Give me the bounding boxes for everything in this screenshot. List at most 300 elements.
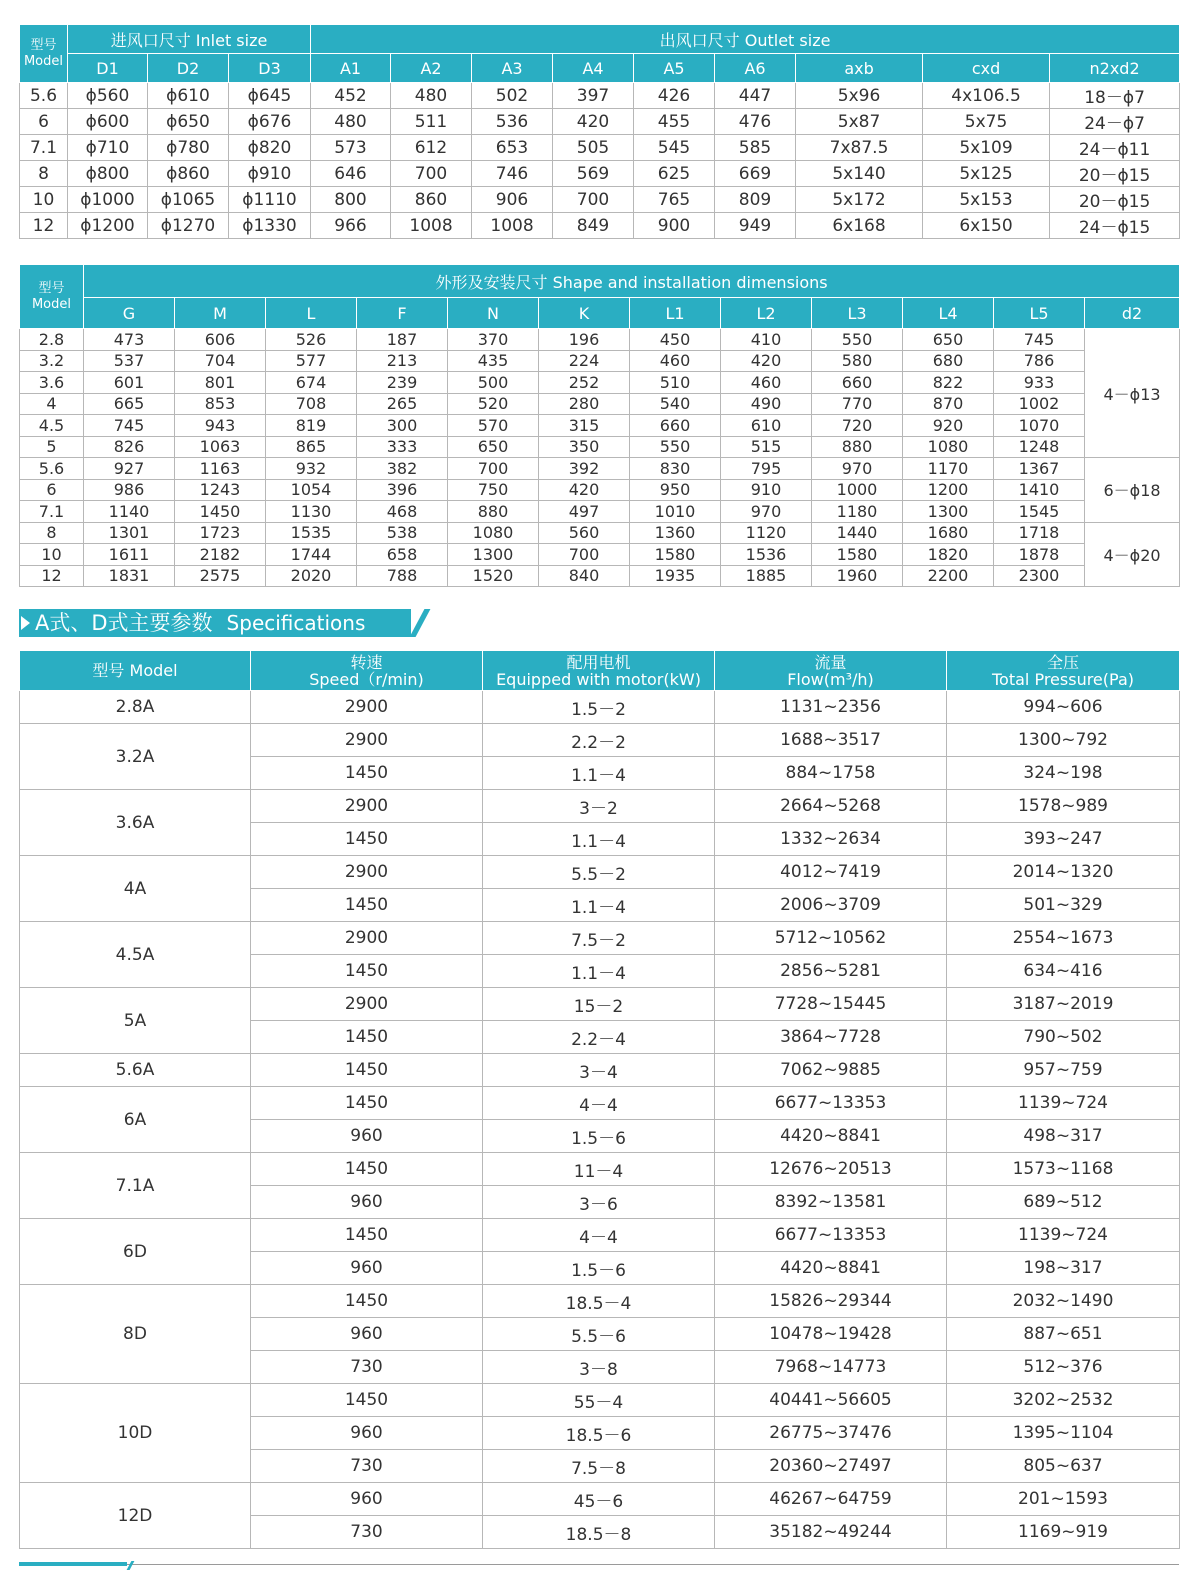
table-cell: 606 bbox=[175, 329, 266, 351]
table-cell: 801 bbox=[175, 372, 266, 394]
table-cell: 382 bbox=[357, 458, 448, 480]
table-cell: 960 bbox=[251, 1186, 483, 1219]
table-cell: ϕ1000 bbox=[68, 187, 148, 213]
table-cell: 6677~13353 bbox=[715, 1087, 947, 1120]
table-cell: 55－4 bbox=[483, 1384, 715, 1417]
table-cell: 213 bbox=[357, 350, 448, 372]
table-cell: 1688~3517 bbox=[715, 724, 947, 757]
table-cell: 900 bbox=[634, 213, 715, 239]
table-cell: 5712~10562 bbox=[715, 922, 947, 955]
table-cell: 3864~7728 bbox=[715, 1021, 947, 1054]
table-cell: 24－ϕ15 bbox=[1050, 213, 1180, 239]
header-cn: 流量 bbox=[814, 652, 847, 672]
table-cell: ϕ1065 bbox=[148, 187, 229, 213]
outlet-size-header: 出风口尺寸 Outlet size bbox=[311, 25, 1180, 54]
table-cell: 1002 bbox=[994, 393, 1085, 415]
bottom-divider bbox=[19, 1564, 1179, 1565]
table-cell: 920 bbox=[903, 415, 994, 437]
table-cell: ϕ820 bbox=[229, 135, 311, 161]
table-cell: 653 bbox=[472, 135, 553, 161]
table-cell: 536 bbox=[472, 109, 553, 135]
table-cell: 1008 bbox=[391, 213, 472, 239]
table-cell: 1450 bbox=[251, 889, 483, 922]
table-cell: 5.5－2 bbox=[483, 856, 715, 889]
table-cell: 1450 bbox=[251, 1153, 483, 1186]
table-cell: 252 bbox=[539, 372, 630, 394]
model-cell: 3.6 bbox=[20, 372, 84, 394]
table-cell: 790~502 bbox=[947, 1021, 1180, 1054]
table-cell: 500 bbox=[448, 372, 539, 394]
table-cell: 1.5－6 bbox=[483, 1120, 715, 1153]
model-cell: 12 bbox=[20, 213, 68, 239]
table-cell: 966 bbox=[311, 213, 391, 239]
table-cell: 986 bbox=[84, 479, 175, 501]
bottom-accent-slash bbox=[127, 1561, 135, 1570]
table-cell: 6x150 bbox=[923, 213, 1050, 239]
table-cell: 800 bbox=[311, 187, 391, 213]
table-cell: 3－2 bbox=[483, 790, 715, 823]
table-cell: 950 bbox=[630, 479, 721, 501]
table-cell: 730 bbox=[251, 1516, 483, 1549]
table-cell: 1960 bbox=[812, 565, 903, 587]
table-cell: 4420~8841 bbox=[715, 1120, 947, 1153]
table-cell: 1169~919 bbox=[947, 1516, 1180, 1549]
header-en: Equipped with motor(kW) bbox=[496, 669, 701, 689]
table-cell: 2.2－2 bbox=[483, 724, 715, 757]
table-cell: 15826~29344 bbox=[715, 1285, 947, 1318]
table-cell: 7968~14773 bbox=[715, 1351, 947, 1384]
model-cell: 8D bbox=[20, 1285, 251, 1384]
table-cell: 511 bbox=[391, 109, 472, 135]
table-cell: 26775~37476 bbox=[715, 1417, 947, 1450]
table-row bbox=[20, 1054, 1180, 1087]
table-cell: 2900 bbox=[251, 922, 483, 955]
table-cell: 46267~64759 bbox=[715, 1483, 947, 1516]
table-cell: 577 bbox=[266, 350, 357, 372]
table-cell: 1440 bbox=[812, 522, 903, 544]
model-header-cn: 型号 bbox=[38, 280, 65, 296]
table-cell: 1243 bbox=[175, 479, 266, 501]
table-cell: 665 bbox=[84, 393, 175, 415]
table-cell: ϕ1330 bbox=[229, 213, 311, 239]
table-cell: 1395~1104 bbox=[947, 1417, 1180, 1450]
table-cell: 7.5－2 bbox=[483, 922, 715, 955]
table-cell: 1744 bbox=[266, 544, 357, 566]
table-cell: 480 bbox=[311, 109, 391, 135]
table-cell: 393~247 bbox=[947, 823, 1180, 856]
table-cell: 2664~5268 bbox=[715, 790, 947, 823]
model-cell: 8 bbox=[20, 522, 84, 544]
table-cell: 1.1－4 bbox=[483, 955, 715, 988]
table-cell: 1300 bbox=[448, 544, 539, 566]
table-cell: 545 bbox=[634, 135, 715, 161]
table-cell: 452 bbox=[311, 83, 391, 109]
table-cell: 35182~49244 bbox=[715, 1516, 947, 1549]
table-cell: 650 bbox=[903, 329, 994, 351]
table-cell: 4－4 bbox=[483, 1087, 715, 1120]
table-cell: 906 bbox=[472, 187, 553, 213]
table-cell: 350 bbox=[539, 436, 630, 458]
table-cell: 435 bbox=[448, 350, 539, 372]
table-cell: 2300 bbox=[994, 565, 1085, 587]
table-cell: 20－ϕ15 bbox=[1050, 161, 1180, 187]
table-cell: 420 bbox=[553, 109, 634, 135]
table-cell: 708 bbox=[266, 393, 357, 415]
model-cell: 5.6 bbox=[20, 458, 84, 480]
table-cell: 689~512 bbox=[947, 1186, 1180, 1219]
spec-column-header bbox=[483, 651, 715, 691]
table-cell: 750 bbox=[448, 479, 539, 501]
table-cell: 1301 bbox=[84, 522, 175, 544]
table-cell: 3－8 bbox=[483, 1351, 715, 1384]
table-cell: 865 bbox=[266, 436, 357, 458]
table-cell: 550 bbox=[812, 329, 903, 351]
table-cell: 970 bbox=[812, 458, 903, 480]
column-header: D2 bbox=[148, 54, 229, 83]
table-cell: 1578~989 bbox=[947, 790, 1180, 823]
table-row bbox=[20, 393, 1180, 415]
table-cell: 1000 bbox=[812, 479, 903, 501]
spec-column-header bbox=[251, 651, 483, 691]
table-cell: 746 bbox=[472, 161, 553, 187]
column-header: A1 bbox=[311, 54, 391, 83]
table-cell: 2856~5281 bbox=[715, 955, 947, 988]
table-row bbox=[20, 544, 1180, 566]
table-row bbox=[20, 988, 1180, 1021]
table-cell: 1820 bbox=[903, 544, 994, 566]
table-cell: ϕ910 bbox=[229, 161, 311, 187]
table-cell: 5x125 bbox=[923, 161, 1050, 187]
table-row bbox=[20, 458, 1180, 480]
table-cell: 1450 bbox=[251, 1087, 483, 1120]
table-cell: ϕ780 bbox=[148, 135, 229, 161]
table-cell: 1718 bbox=[994, 522, 1085, 544]
table-row bbox=[20, 1384, 1180, 1417]
table-cell: 1536 bbox=[721, 544, 812, 566]
table-cell: 1611 bbox=[84, 544, 175, 566]
model-header-en: Model bbox=[23, 53, 64, 69]
table-cell: 1885 bbox=[721, 565, 812, 587]
table-cell: 770 bbox=[812, 393, 903, 415]
column-header: n2xd2 bbox=[1050, 54, 1180, 83]
column-header: A4 bbox=[553, 54, 634, 83]
column-header: A5 bbox=[634, 54, 715, 83]
table-row bbox=[20, 135, 1180, 161]
model-header bbox=[20, 265, 84, 329]
column-header: A2 bbox=[391, 54, 472, 83]
d2-cell: 4－ϕ20 bbox=[1085, 522, 1180, 587]
table-cell: 840 bbox=[539, 565, 630, 587]
model-cell: 5.6A bbox=[20, 1054, 251, 1087]
table-cell: 830 bbox=[630, 458, 721, 480]
table-cell: 7728~15445 bbox=[715, 988, 947, 1021]
table-cell: 5.5－6 bbox=[483, 1318, 715, 1351]
table-cell: 1.5－2 bbox=[483, 691, 715, 724]
table-cell: 745 bbox=[84, 415, 175, 437]
table-cell: 880 bbox=[448, 501, 539, 523]
table-cell: 1367 bbox=[994, 458, 1085, 480]
table-cell: 45－6 bbox=[483, 1483, 715, 1516]
table-cell: 2032~1490 bbox=[947, 1285, 1180, 1318]
table-cell: 2020 bbox=[266, 565, 357, 587]
table-cell: 7.5－8 bbox=[483, 1450, 715, 1483]
table-cell: 1080 bbox=[903, 436, 994, 458]
table-cell: 580 bbox=[812, 350, 903, 372]
table-cell: 658 bbox=[357, 544, 448, 566]
table-row bbox=[20, 790, 1180, 823]
table-cell: 224 bbox=[539, 350, 630, 372]
table-row bbox=[20, 724, 1180, 757]
table-cell: 2200 bbox=[903, 565, 994, 587]
table-cell: 520 bbox=[448, 393, 539, 415]
table-cell: 1.1－4 bbox=[483, 823, 715, 856]
table-cell: 660 bbox=[812, 372, 903, 394]
table-cell: 822 bbox=[903, 372, 994, 394]
model-cell: 12 bbox=[20, 565, 84, 587]
table-cell: 18.5－8 bbox=[483, 1516, 715, 1549]
table-cell: ϕ645 bbox=[229, 83, 311, 109]
table-cell: 612 bbox=[391, 135, 472, 161]
table-cell: 1450 bbox=[251, 1384, 483, 1417]
column-header: A6 bbox=[715, 54, 796, 83]
table-cell: 490 bbox=[721, 393, 812, 415]
table-cell: 370 bbox=[448, 329, 539, 351]
table-cell: 1680 bbox=[903, 522, 994, 544]
table-cell: 10478~19428 bbox=[715, 1318, 947, 1351]
model-cell: 6A bbox=[20, 1087, 251, 1153]
table-cell: 480 bbox=[391, 83, 472, 109]
table-cell: 1573~1168 bbox=[947, 1153, 1180, 1186]
table-row bbox=[20, 329, 1180, 351]
table-cell: ϕ800 bbox=[68, 161, 148, 187]
table-cell: 397 bbox=[553, 83, 634, 109]
table-row bbox=[20, 479, 1180, 501]
table-cell: 8392~13581 bbox=[715, 1186, 947, 1219]
table-cell: 1054 bbox=[266, 479, 357, 501]
table-cell: 3－4 bbox=[483, 1054, 715, 1087]
table-cell: 1831 bbox=[84, 565, 175, 587]
table-row bbox=[20, 1153, 1180, 1186]
table-cell: 1131~2356 bbox=[715, 691, 947, 724]
table-row bbox=[20, 522, 1180, 544]
model-cell: 3.2A bbox=[20, 724, 251, 790]
table-cell: 468 bbox=[357, 501, 448, 523]
table-cell: 333 bbox=[357, 436, 448, 458]
table-cell: 7062~9885 bbox=[715, 1054, 947, 1087]
table-cell: 880 bbox=[812, 436, 903, 458]
heading-cn: A式、D式主要参数 bbox=[35, 611, 213, 635]
table-cell: 1332~2634 bbox=[715, 823, 947, 856]
table-cell: 2554~1673 bbox=[947, 922, 1180, 955]
table-row bbox=[20, 501, 1180, 523]
table-cell: 4－4 bbox=[483, 1219, 715, 1252]
table-row bbox=[20, 187, 1180, 213]
table-cell: ϕ710 bbox=[68, 135, 148, 161]
table-cell: 4012~7419 bbox=[715, 856, 947, 889]
d2-cell: 4－ϕ13 bbox=[1085, 329, 1180, 458]
table-cell: 720 bbox=[812, 415, 903, 437]
table-cell: 515 bbox=[721, 436, 812, 458]
model-header-en: Model bbox=[31, 296, 72, 312]
spec-column-header bbox=[947, 651, 1180, 691]
table-cell: 1139~724 bbox=[947, 1219, 1180, 1252]
column-header: G bbox=[84, 298, 175, 329]
table-cell: 650 bbox=[448, 436, 539, 458]
table-cell: 196 bbox=[539, 329, 630, 351]
table-cell: 795 bbox=[721, 458, 812, 480]
table-row bbox=[20, 922, 1180, 955]
column-header: L bbox=[266, 298, 357, 329]
table-cell: 819 bbox=[266, 415, 357, 437]
table-cell: 24－ϕ7 bbox=[1050, 109, 1180, 135]
table-cell: 5x140 bbox=[796, 161, 923, 187]
table-cell: 420 bbox=[721, 350, 812, 372]
table-cell: 460 bbox=[721, 372, 812, 394]
table-cell: 573 bbox=[311, 135, 391, 161]
table-cell: 957~759 bbox=[947, 1054, 1180, 1087]
table-cell: 933 bbox=[994, 372, 1085, 394]
table-cell: 585 bbox=[715, 135, 796, 161]
table-cell: 498~317 bbox=[947, 1120, 1180, 1153]
header-cn: 配用电机 bbox=[566, 652, 631, 672]
table-cell: 473 bbox=[84, 329, 175, 351]
table-cell: 512~376 bbox=[947, 1351, 1180, 1384]
table-cell: 1450 bbox=[175, 501, 266, 523]
table-cell: 201~1593 bbox=[947, 1483, 1180, 1516]
heading-text bbox=[35, 609, 365, 637]
column-header: F bbox=[357, 298, 448, 329]
table-cell: 198~317 bbox=[947, 1252, 1180, 1285]
table-cell: 505 bbox=[553, 135, 634, 161]
column-header: K bbox=[539, 298, 630, 329]
column-header: N bbox=[448, 298, 539, 329]
table-cell: 5x96 bbox=[796, 83, 923, 109]
table-cell: 5x153 bbox=[923, 187, 1050, 213]
table-cell: 610 bbox=[721, 415, 812, 437]
table-cell: 18.5－6 bbox=[483, 1417, 715, 1450]
installation-header: 外形及安装尺寸 Shape and installation dimensions bbox=[84, 265, 1180, 298]
model-cell: 7.1 bbox=[20, 501, 84, 523]
inlet-size-header: 进风口尺寸 Inlet size bbox=[68, 25, 311, 54]
table-cell: 1450 bbox=[251, 1021, 483, 1054]
table-cell: 2575 bbox=[175, 565, 266, 587]
table-cell: 5x109 bbox=[923, 135, 1050, 161]
table-cell: 300 bbox=[357, 415, 448, 437]
table-cell: 3－6 bbox=[483, 1186, 715, 1219]
table-cell: 860 bbox=[391, 187, 472, 213]
table-cell: 3187~2019 bbox=[947, 988, 1180, 1021]
table-row bbox=[20, 1285, 1180, 1318]
table-cell: 2900 bbox=[251, 691, 483, 724]
table-cell: 700 bbox=[448, 458, 539, 480]
table-row bbox=[20, 83, 1180, 109]
table-cell: ϕ1200 bbox=[68, 213, 148, 239]
table-cell: 1163 bbox=[175, 458, 266, 480]
table-cell: 660 bbox=[630, 415, 721, 437]
table-cell: 4x106.5 bbox=[923, 83, 1050, 109]
model-cell: 4.5A bbox=[20, 922, 251, 988]
table-cell: 1580 bbox=[630, 544, 721, 566]
table-cell: 560 bbox=[539, 522, 630, 544]
model-cell: 2.8 bbox=[20, 329, 84, 351]
table-cell: 3202~2532 bbox=[947, 1384, 1180, 1417]
column-header: L3 bbox=[812, 298, 903, 329]
specifications-table bbox=[19, 650, 1180, 1549]
table-cell: 1200 bbox=[903, 479, 994, 501]
table-cell: 700 bbox=[553, 187, 634, 213]
table-cell: 1130 bbox=[266, 501, 357, 523]
table-cell: 1139~724 bbox=[947, 1087, 1180, 1120]
table-cell: 1.5－6 bbox=[483, 1252, 715, 1285]
spec-column-header bbox=[20, 651, 251, 691]
table-cell: 884~1758 bbox=[715, 757, 947, 790]
table-cell: 625 bbox=[634, 161, 715, 187]
table-cell: 24－ϕ11 bbox=[1050, 135, 1180, 161]
table-cell: 1723 bbox=[175, 522, 266, 544]
table-cell: 265 bbox=[357, 393, 448, 415]
table-cell: 280 bbox=[539, 393, 630, 415]
table-cell: 315 bbox=[539, 415, 630, 437]
table-row bbox=[20, 565, 1180, 587]
table-cell: 447 bbox=[715, 83, 796, 109]
table-row bbox=[20, 691, 1180, 724]
header-cn: 型号 Model bbox=[92, 661, 178, 680]
table-cell: 497 bbox=[539, 501, 630, 523]
table-cell: 40441~56605 bbox=[715, 1384, 947, 1417]
table-cell: 1450 bbox=[251, 955, 483, 988]
table-cell: 2014~1320 bbox=[947, 856, 1180, 889]
column-header: L4 bbox=[903, 298, 994, 329]
table-cell: 1.1－4 bbox=[483, 757, 715, 790]
table-cell: 540 bbox=[630, 393, 721, 415]
column-header: A3 bbox=[472, 54, 553, 83]
table-cell: 960 bbox=[251, 1120, 483, 1153]
table-cell: 426 bbox=[634, 83, 715, 109]
table-cell: 943 bbox=[175, 415, 266, 437]
column-header: L5 bbox=[994, 298, 1085, 329]
table-cell: 11－4 bbox=[483, 1153, 715, 1186]
table-cell: 1010 bbox=[630, 501, 721, 523]
table-cell: 1450 bbox=[251, 757, 483, 790]
table-cell: 2900 bbox=[251, 790, 483, 823]
table-cell: 634~416 bbox=[947, 955, 1180, 988]
table-row bbox=[20, 213, 1180, 239]
table-cell: 501~329 bbox=[947, 889, 1180, 922]
table-cell: 704 bbox=[175, 350, 266, 372]
table-cell: 1300~792 bbox=[947, 724, 1180, 757]
table-cell: 2900 bbox=[251, 856, 483, 889]
table-cell: 2900 bbox=[251, 724, 483, 757]
table-cell: 1450 bbox=[251, 823, 483, 856]
table-cell: ϕ600 bbox=[68, 109, 148, 135]
column-header: D3 bbox=[229, 54, 311, 83]
table-cell: 805~637 bbox=[947, 1450, 1180, 1483]
table-cell: 669 bbox=[715, 161, 796, 187]
table-cell: 1140 bbox=[84, 501, 175, 523]
table-cell: 680 bbox=[903, 350, 994, 372]
table-cell: 1935 bbox=[630, 565, 721, 587]
table-row bbox=[20, 1483, 1180, 1516]
table-row bbox=[20, 350, 1180, 372]
model-cell: 4 bbox=[20, 393, 84, 415]
column-header: d2 bbox=[1085, 298, 1180, 329]
table-cell: 18.5－4 bbox=[483, 1285, 715, 1318]
table-row bbox=[20, 1219, 1180, 1252]
table-cell: 960 bbox=[251, 1318, 483, 1351]
table-cell: 809 bbox=[715, 187, 796, 213]
model-cell: 4A bbox=[20, 856, 251, 922]
table-cell: ϕ676 bbox=[229, 109, 311, 135]
